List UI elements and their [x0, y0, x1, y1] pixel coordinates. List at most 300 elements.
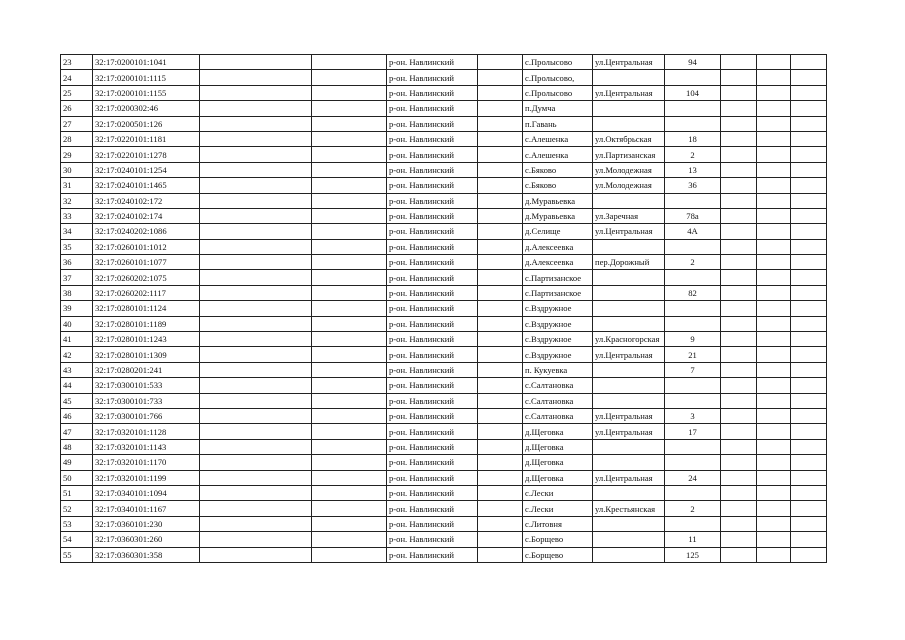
col-4-cell [312, 285, 387, 300]
col-12-cell [791, 101, 827, 116]
settlement-cell: д.Щеговка [523, 455, 593, 470]
col-3-cell [200, 270, 312, 285]
house-number-cell: 78а [665, 208, 721, 223]
col-12-cell [791, 285, 827, 300]
cadastral-number-cell: 32:17:0200101:1115 [93, 70, 200, 85]
settlement-cell: с.Вздружное [523, 316, 593, 331]
settlement-cell: п.Думча [523, 101, 593, 116]
house-number-cell: 2 [665, 501, 721, 516]
house-number-cell [665, 270, 721, 285]
col-10-cell [721, 270, 757, 285]
col-4-cell [312, 439, 387, 454]
col-11-cell [757, 101, 791, 116]
district-cell: р-он. Навлинский [387, 485, 478, 500]
cadastral-number-cell: 32:17:0240102:174 [93, 208, 200, 223]
col-10-cell [721, 147, 757, 162]
col-6-cell [478, 162, 523, 177]
table-row [61, 208, 827, 223]
settlement-cell: с.Вздружное [523, 301, 593, 316]
col-3-cell [200, 131, 312, 146]
settlement-cell: д.Селище [523, 224, 593, 239]
col-6-cell [478, 255, 523, 270]
house-number-cell: 82 [665, 285, 721, 300]
col-3-cell [200, 208, 312, 223]
table-row [61, 532, 827, 547]
cadastral-number-cell: 32:17:0360101:230 [93, 516, 200, 531]
settlement-cell: с.Алешенка [523, 147, 593, 162]
cadastral-number-cell: 32:17:0320101:1128 [93, 424, 200, 439]
col-4-cell [312, 116, 387, 131]
col-12-cell [791, 270, 827, 285]
table-row [61, 285, 827, 300]
row-number-cell: 42 [61, 347, 93, 362]
district-cell: р-он. Навлинский [387, 147, 478, 162]
col-12-cell [791, 224, 827, 239]
street-cell: ул.Центральная [593, 424, 665, 439]
house-number-cell: 125 [665, 547, 721, 562]
street-cell: ул.Центральная [593, 347, 665, 362]
cadastral-number-cell: 32:17:0260101:1012 [93, 239, 200, 254]
col-11-cell [757, 439, 791, 454]
col-10-cell [721, 378, 757, 393]
street-cell [593, 455, 665, 470]
col-6-cell [478, 455, 523, 470]
col-3-cell [200, 485, 312, 500]
settlement-cell: д.Алексеевка [523, 255, 593, 270]
cadastral-number-cell: 32:17:0280101:1189 [93, 316, 200, 331]
col-6-cell [478, 178, 523, 193]
table-row [61, 239, 827, 254]
col-10-cell [721, 224, 757, 239]
row-number-cell: 41 [61, 332, 93, 347]
house-number-cell: 94 [665, 55, 721, 70]
cadastral-number-cell: 32:17:0260202:1075 [93, 270, 200, 285]
col-11-cell [757, 55, 791, 70]
col-12-cell [791, 485, 827, 500]
row-number-cell: 24 [61, 70, 93, 85]
settlement-cell: д.Щеговка [523, 470, 593, 485]
col-12-cell [791, 362, 827, 377]
col-12-cell [791, 131, 827, 146]
district-cell: р-он. Навлинский [387, 316, 478, 331]
district-cell: р-он. Навлинский [387, 301, 478, 316]
col-11-cell [757, 332, 791, 347]
district-cell: р-он. Навлинский [387, 516, 478, 531]
col-12-cell [791, 316, 827, 331]
district-cell: р-он. Навлинский [387, 208, 478, 223]
table-body [61, 55, 827, 563]
table-row [61, 55, 827, 70]
row-number-cell: 31 [61, 178, 93, 193]
district-cell: р-он. Навлинский [387, 131, 478, 146]
district-cell: р-он. Навлинский [387, 285, 478, 300]
col-10-cell [721, 193, 757, 208]
street-cell [593, 101, 665, 116]
house-number-cell [665, 101, 721, 116]
street-cell: ул.Центральная [593, 470, 665, 485]
col-10-cell [721, 116, 757, 131]
house-number-cell: 21 [665, 347, 721, 362]
settlement-cell: с.Вздружное [523, 347, 593, 362]
col-12-cell [791, 347, 827, 362]
settlement-cell: с.Пролысово [523, 85, 593, 100]
street-cell: ул.Заречная [593, 208, 665, 223]
col-11-cell [757, 485, 791, 500]
col-12-cell [791, 501, 827, 516]
col-6-cell [478, 547, 523, 562]
row-number-cell: 43 [61, 362, 93, 377]
row-number-cell: 25 [61, 85, 93, 100]
house-number-cell [665, 116, 721, 131]
district-cell: р-он. Навлинский [387, 116, 478, 131]
house-number-cell: 9 [665, 332, 721, 347]
row-number-cell: 35 [61, 239, 93, 254]
cadastral-number-cell: 32:17:0340101:1167 [93, 501, 200, 516]
house-number-cell: 36 [665, 178, 721, 193]
street-cell: ул.Октябрьская [593, 131, 665, 146]
col-4-cell [312, 393, 387, 408]
settlement-cell: д.Щеговка [523, 424, 593, 439]
house-number-cell: 104 [665, 85, 721, 100]
col-11-cell [757, 408, 791, 423]
col-10-cell [721, 131, 757, 146]
settlement-cell: с.Салтановка [523, 378, 593, 393]
col-11-cell [757, 316, 791, 331]
cadastral-number-cell: 32:17:0200101:1155 [93, 85, 200, 100]
table-row [61, 393, 827, 408]
col-10-cell [721, 532, 757, 547]
row-number-cell: 26 [61, 101, 93, 116]
col-11-cell [757, 285, 791, 300]
house-number-cell: 24 [665, 470, 721, 485]
district-cell: р-он. Навлинский [387, 470, 478, 485]
col-4-cell [312, 332, 387, 347]
house-number-cell: 3 [665, 408, 721, 423]
col-10-cell [721, 516, 757, 531]
col-12-cell [791, 85, 827, 100]
table-row [61, 131, 827, 146]
settlement-cell: д.Муравьевка [523, 208, 593, 223]
col-10-cell [721, 393, 757, 408]
settlement-cell: с.Борщево [523, 532, 593, 547]
col-3-cell [200, 424, 312, 439]
col-10-cell [721, 332, 757, 347]
col-11-cell [757, 547, 791, 562]
cadastral-number-cell: 32:17:0300101:733 [93, 393, 200, 408]
col-12-cell [791, 424, 827, 439]
col-6-cell [478, 116, 523, 131]
col-10-cell [721, 408, 757, 423]
col-6-cell [478, 532, 523, 547]
house-number-cell [665, 485, 721, 500]
district-cell: р-он. Навлинский [387, 455, 478, 470]
row-number-cell: 33 [61, 208, 93, 223]
col-12-cell [791, 408, 827, 423]
table-row [61, 378, 827, 393]
street-cell [593, 485, 665, 500]
col-11-cell [757, 224, 791, 239]
house-number-cell [665, 301, 721, 316]
table-row [61, 485, 827, 500]
cadastral-number-cell: 32:17:0280201:241 [93, 362, 200, 377]
district-cell: р-он. Навлинский [387, 362, 478, 377]
street-cell [593, 239, 665, 254]
cadastral-number-cell: 32:17:0240101:1465 [93, 178, 200, 193]
row-number-cell: 52 [61, 501, 93, 516]
table-row [61, 516, 827, 531]
table-row [61, 347, 827, 362]
district-cell: р-он. Навлинский [387, 55, 478, 70]
col-6-cell [478, 424, 523, 439]
col-4-cell [312, 131, 387, 146]
row-number-cell: 40 [61, 316, 93, 331]
street-cell [593, 393, 665, 408]
col-11-cell [757, 362, 791, 377]
col-11-cell [757, 532, 791, 547]
cadastral-number-cell: 32:17:0240101:1254 [93, 162, 200, 177]
col-10-cell [721, 347, 757, 362]
settlement-cell: с.Пролысово, [523, 70, 593, 85]
col-4-cell [312, 532, 387, 547]
col-3-cell [200, 378, 312, 393]
row-number-cell: 44 [61, 378, 93, 393]
col-4-cell [312, 239, 387, 254]
table-row [61, 424, 827, 439]
cadastral-number-cell: 32:17:0260101:1077 [93, 255, 200, 270]
col-3-cell [200, 362, 312, 377]
house-number-cell [665, 439, 721, 454]
col-3-cell [200, 116, 312, 131]
col-10-cell [721, 501, 757, 516]
house-number-cell: 17 [665, 424, 721, 439]
col-6-cell [478, 408, 523, 423]
col-6-cell [478, 55, 523, 70]
col-3-cell [200, 455, 312, 470]
street-cell [593, 193, 665, 208]
col-11-cell [757, 516, 791, 531]
table-row [61, 332, 827, 347]
col-4-cell [312, 255, 387, 270]
col-3-cell [200, 332, 312, 347]
col-10-cell [721, 285, 757, 300]
col-4-cell [312, 208, 387, 223]
street-cell: ул.Красногорская [593, 332, 665, 347]
district-cell: р-он. Навлинский [387, 393, 478, 408]
col-12-cell [791, 147, 827, 162]
property-table [60, 54, 827, 563]
row-number-cell: 34 [61, 224, 93, 239]
col-11-cell [757, 239, 791, 254]
table-row [61, 255, 827, 270]
col-4-cell [312, 270, 387, 285]
row-number-cell: 53 [61, 516, 93, 531]
house-number-cell [665, 70, 721, 85]
cadastral-number-cell: 32:17:0280101:1124 [93, 301, 200, 316]
col-10-cell [721, 547, 757, 562]
table-row [61, 193, 827, 208]
col-4-cell [312, 501, 387, 516]
col-4-cell [312, 424, 387, 439]
district-cell: р-он. Навлинский [387, 347, 478, 362]
col-12-cell [791, 378, 827, 393]
col-4-cell [312, 516, 387, 531]
row-number-cell: 46 [61, 408, 93, 423]
col-4-cell [312, 162, 387, 177]
col-3-cell [200, 516, 312, 531]
col-11-cell [757, 255, 791, 270]
row-number-cell: 38 [61, 285, 93, 300]
district-cell: р-он. Навлинский [387, 224, 478, 239]
district-cell: р-он. Навлинский [387, 85, 478, 100]
col-11-cell [757, 131, 791, 146]
col-12-cell [791, 532, 827, 547]
col-6-cell [478, 101, 523, 116]
row-number-cell: 29 [61, 147, 93, 162]
settlement-cell: с.Лески [523, 501, 593, 516]
house-number-cell: 2 [665, 147, 721, 162]
cadastral-number-cell: 32:17:0220101:1278 [93, 147, 200, 162]
col-12-cell [791, 547, 827, 562]
cadastral-number-cell: 32:17:0200501:126 [93, 116, 200, 131]
col-12-cell [791, 255, 827, 270]
street-cell [593, 301, 665, 316]
district-cell: р-он. Навлинский [387, 332, 478, 347]
row-number-cell: 48 [61, 439, 93, 454]
street-cell [593, 439, 665, 454]
col-10-cell [721, 178, 757, 193]
row-number-cell: 55 [61, 547, 93, 562]
street-cell: ул.Молодежная [593, 178, 665, 193]
col-12-cell [791, 332, 827, 347]
col-4-cell [312, 193, 387, 208]
house-number-cell: 2 [665, 255, 721, 270]
col-12-cell [791, 162, 827, 177]
col-6-cell [478, 439, 523, 454]
settlement-cell: с.Бяково [523, 162, 593, 177]
col-11-cell [757, 162, 791, 177]
col-11-cell [757, 178, 791, 193]
col-4-cell [312, 101, 387, 116]
col-10-cell [721, 439, 757, 454]
col-12-cell [791, 439, 827, 454]
row-number-cell: 50 [61, 470, 93, 485]
col-4-cell [312, 301, 387, 316]
cadastral-number-cell: 32:17:0320101:1170 [93, 455, 200, 470]
col-10-cell [721, 101, 757, 116]
cadastral-number-cell: 32:17:0260202:1117 [93, 285, 200, 300]
street-cell [593, 116, 665, 131]
table-row [61, 316, 827, 331]
street-cell: ул.Партизанская [593, 147, 665, 162]
col-10-cell [721, 455, 757, 470]
row-number-cell: 28 [61, 131, 93, 146]
col-11-cell [757, 470, 791, 485]
col-4-cell [312, 316, 387, 331]
col-6-cell [478, 347, 523, 362]
street-cell [593, 285, 665, 300]
col-3-cell [200, 255, 312, 270]
table-row [61, 70, 827, 85]
street-cell [593, 516, 665, 531]
street-cell [593, 362, 665, 377]
col-10-cell [721, 162, 757, 177]
col-10-cell [721, 55, 757, 70]
col-4-cell [312, 485, 387, 500]
cadastral-number-cell: 32:17:0340101:1094 [93, 485, 200, 500]
col-4-cell [312, 147, 387, 162]
col-12-cell [791, 178, 827, 193]
cadastral-number-cell: 32:17:0360301:260 [93, 532, 200, 547]
table-row [61, 547, 827, 562]
settlement-cell: с.Бяково [523, 178, 593, 193]
col-6-cell [478, 378, 523, 393]
col-12-cell [791, 116, 827, 131]
col-4-cell [312, 347, 387, 362]
row-number-cell: 30 [61, 162, 93, 177]
district-cell: р-он. Навлинский [387, 270, 478, 285]
col-3-cell [200, 239, 312, 254]
col-11-cell [757, 347, 791, 362]
col-11-cell [757, 393, 791, 408]
col-10-cell [721, 208, 757, 223]
cadastral-number-cell: 32:17:0360301:358 [93, 547, 200, 562]
cadastral-number-cell: 32:17:0300101:766 [93, 408, 200, 423]
col-12-cell [791, 455, 827, 470]
col-6-cell [478, 332, 523, 347]
col-4-cell [312, 455, 387, 470]
col-6-cell [478, 301, 523, 316]
col-6-cell [478, 470, 523, 485]
col-3-cell [200, 439, 312, 454]
street-cell: ул.Центральная [593, 55, 665, 70]
table-row [61, 85, 827, 100]
district-cell: р-он. Навлинский [387, 424, 478, 439]
cadastral-number-cell: 32:17:0220101:1181 [93, 131, 200, 146]
house-number-cell: 4А [665, 224, 721, 239]
col-4-cell [312, 378, 387, 393]
row-number-cell: 32 [61, 193, 93, 208]
col-4-cell [312, 547, 387, 562]
col-10-cell [721, 301, 757, 316]
row-number-cell: 47 [61, 424, 93, 439]
district-cell: р-он. Навлинский [387, 178, 478, 193]
table-row [61, 439, 827, 454]
house-number-cell [665, 393, 721, 408]
table-row [61, 301, 827, 316]
col-3-cell [200, 70, 312, 85]
col-11-cell [757, 378, 791, 393]
col-3-cell [200, 224, 312, 239]
col-12-cell [791, 55, 827, 70]
col-6-cell [478, 516, 523, 531]
table-row [61, 116, 827, 131]
district-cell: р-он. Навлинский [387, 408, 478, 423]
row-number-cell: 49 [61, 455, 93, 470]
col-11-cell [757, 424, 791, 439]
col-3-cell [200, 316, 312, 331]
district-cell: р-он. Навлинский [387, 532, 478, 547]
settlement-cell: д.Щеговка [523, 439, 593, 454]
cadastral-number-cell: 32:17:0200101:1041 [93, 55, 200, 70]
house-number-cell [665, 239, 721, 254]
street-cell: ул.Молодежная [593, 162, 665, 177]
street-cell: пер.Дорожный [593, 255, 665, 270]
table-row [61, 101, 827, 116]
cadastral-number-cell: 32:17:0320101:1143 [93, 439, 200, 454]
street-cell [593, 532, 665, 547]
col-12-cell [791, 393, 827, 408]
col-3-cell [200, 55, 312, 70]
